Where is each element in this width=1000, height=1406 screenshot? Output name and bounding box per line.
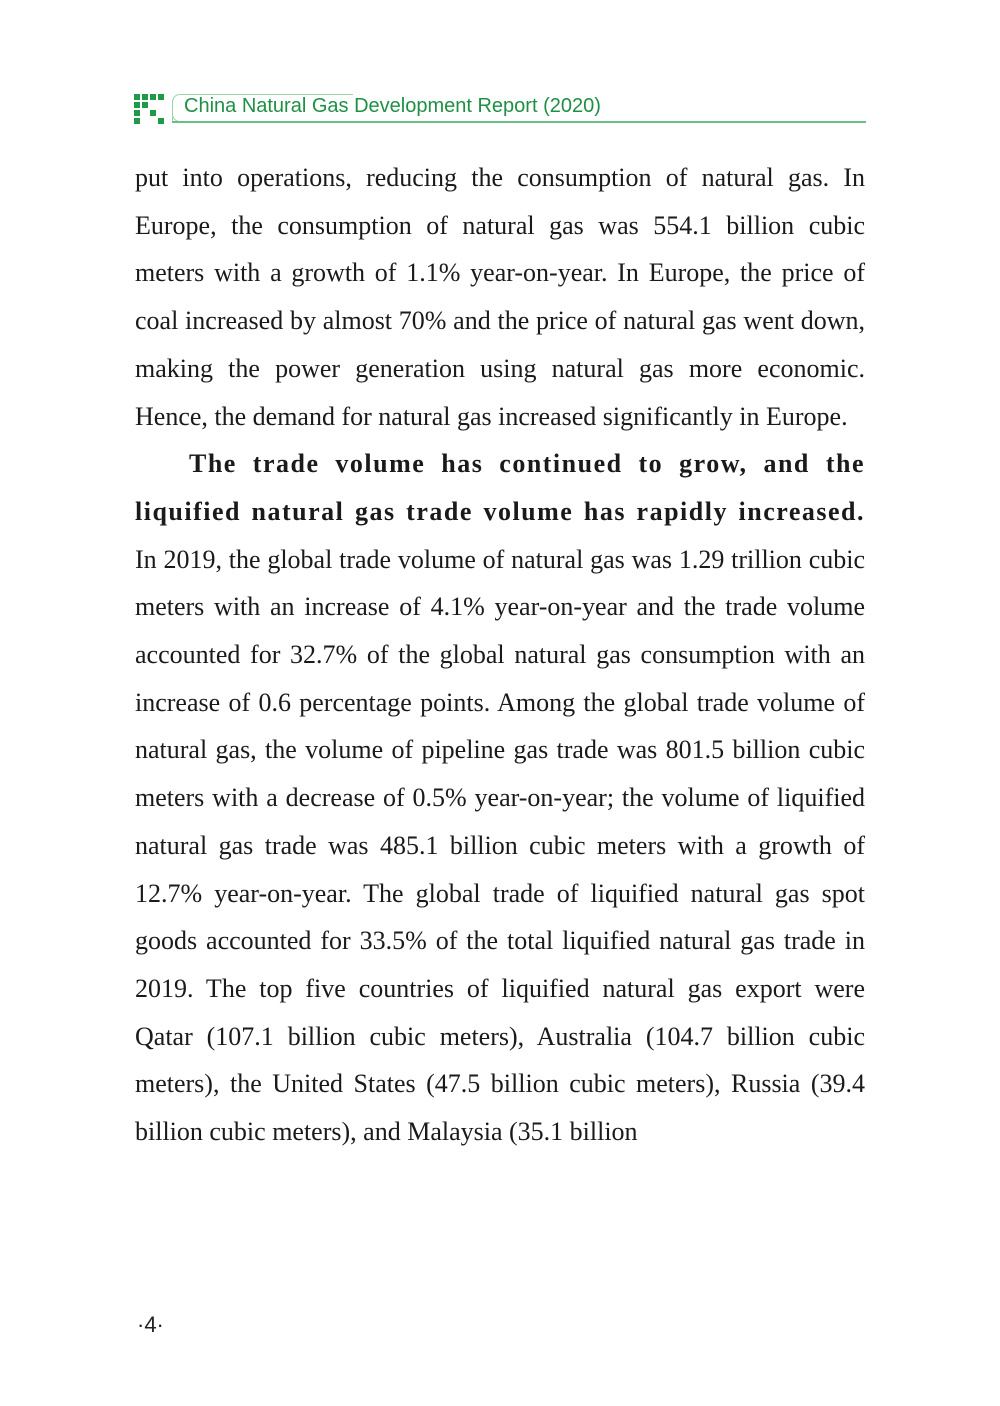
header-frame-curve — [172, 94, 183, 122]
running-header — [134, 92, 866, 126]
report-logo-icon — [134, 94, 164, 122]
paragraph-trade-text: In 2019, the global trade volume of natural gas was 1.29 trillion cubic meters with an increase of 4.1% year-on-year and the trade volume accounted for 32.7% of the global natural gas consumption with an increase of 0.6 percentage points. Among the global trade volume of natural gas, the volume of pipeline gas trade was 801.5 billion cubic meters with a decrease of 0.5% year-on-year; the volume of liquified natural gas trade was 485.1 billion cubic meters with a growth of 12.7% year-on-year. The global trade of liquified natural gas spot goods accounted for 33.5% of the total liquified natural gas trade in 2019. The top five countries of liquified natural gas export were Qatar (107.1 billion cubic meters), Australia (104.7 billion cubic meters), the United States (47.5 billion cubic meters), Russia (39.4 billion cubic meters), and Malaysia (35.1 billion — [135, 544, 865, 1147]
page-number: ·4· — [137, 1312, 164, 1337]
paragraph-trade — [135, 440, 865, 1156]
paragraph-heading: The trade volume has continued to grow, and the liquified natural gas trade volume has rapidly increased. — [135, 449, 865, 526]
header-rule — [172, 121, 866, 123]
body-text — [135, 154, 865, 1156]
header-title: China Natural Gas Development Report (2020) — [184, 95, 601, 117]
paragraph-europe: put into operations, reducing the consumption of natural gas. In Europe, the consumption of natural gas was 554.1 billion cubic meters with a growth of 1.1% year-on-year. In Europe, the price of coal increased by almost 70% and the price of natural gas went down, making the power generation using natural gas more economic. Hence, the demand for natural gas increased significantly in Europe. — [135, 163, 865, 431]
